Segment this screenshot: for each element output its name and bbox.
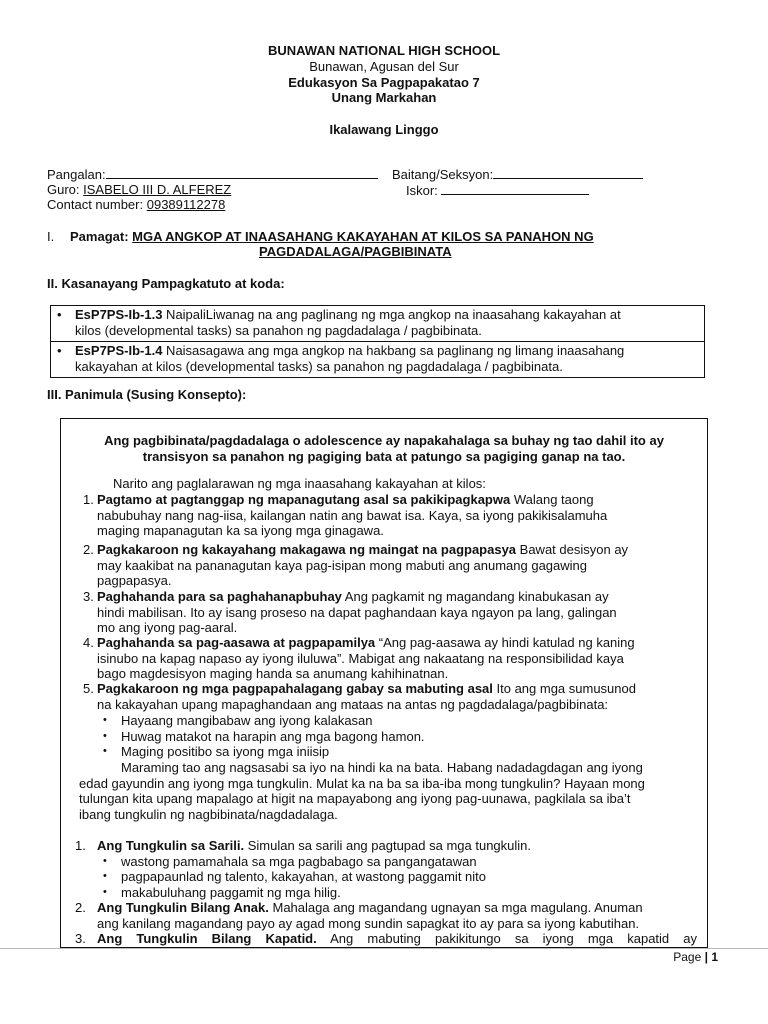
competency-desc-line1: NaipaliLiwanag na ang paglinang ng mga angkop na inaasahang kakayahan at	[162, 307, 621, 322]
list-item: Hayaang mangibabaw ang iyong kalakasan	[121, 713, 373, 728]
item-title: Pagkakaroon ng kakayahang makagawa ng maingat na pagpapasya	[97, 542, 517, 557]
item-text: Ang pagkamit ng magandang kinabukasan ay	[341, 589, 609, 604]
week-title: Ikalawang Linggo	[329, 122, 439, 137]
list-item	[97, 492, 697, 539]
name-row	[47, 166, 378, 183]
score-row	[406, 182, 589, 199]
contact-row	[47, 197, 225, 213]
competency-text	[71, 342, 705, 378]
duty-item	[97, 900, 643, 916]
section3-heading: III. Panimula (Susing Konsepto):	[47, 387, 247, 402]
bullet-icon: •	[103, 855, 107, 867]
lead-text: Narito ang paglalarawan ng mga inaasahang kakayahan at kilos:	[113, 476, 486, 491]
page-number	[673, 950, 718, 964]
item-title: Paghahanda para sa paghahanapbuhay	[97, 589, 342, 604]
duty-number: 3.	[75, 931, 86, 946]
competency-text	[71, 306, 705, 342]
section1-number: I.	[47, 229, 55, 244]
paragraph-line: ibang tungkulin ng nagbibinata/nagdadalaga.	[79, 807, 338, 822]
quarter-title: Unang Markahan	[331, 90, 437, 105]
duty-text: Simulan sa sarili ang pagtupad sa mga tungkulin.	[244, 838, 532, 853]
intro-line1: Ang pagbibinata/pagdadalaga o adolescence ay napakahalaga sa buhay ng tao dahil ito ay	[104, 433, 664, 448]
duty-item	[97, 931, 697, 947]
item-title: Paghahanda sa pag-aasawa at pagpapamilya	[97, 635, 376, 650]
item-number: 3.	[83, 589, 94, 604]
duty-title: Ang Tungkulin Bilang Kapatid.	[97, 931, 317, 946]
duty-title: Ang Tungkulin Bilang Anak.	[97, 900, 269, 915]
duty-text: ang kanilang magandang payo ay agad mong sundin sapagkat ito ay para sa iyong kabutihan.	[97, 916, 640, 931]
duty-number: 2.	[75, 900, 86, 915]
duty-text: Mahalaga ang magandang ugnayan sa mga magulang. Anuman	[268, 900, 643, 915]
paragraph-line: edad gayundin ang iyong mga tungkulin. Mulat ka na ba sa iba-iba mong tungkulin? Hayaan mong	[79, 776, 645, 791]
competency-code: EsP7PS-Ib-1.3	[75, 307, 163, 322]
competency-table	[50, 305, 705, 378]
teacher-label: Guro:	[47, 182, 80, 197]
duty-text: Ang mabuting pakikitungo sa iyong mga kapatid ay	[316, 931, 697, 946]
duty-title: Ang Tungkulin sa Sarili.	[97, 838, 245, 853]
list-item: Huwag matakot na harapin ang mga bagong hamon.	[121, 729, 425, 744]
duty-item	[97, 838, 531, 854]
bullet-icon: •	[51, 342, 72, 378]
score-label: Iskor:	[406, 183, 438, 198]
competency-code: EsP7PS-Ib-1.4	[75, 343, 163, 358]
school-name: BUNAWAN NATIONAL HIGH SCHOOL	[267, 43, 501, 58]
name-blank[interactable]	[106, 166, 378, 179]
page-separator: |	[704, 950, 708, 964]
page-label: Page	[673, 950, 702, 964]
item-text: Bawat desisyon ay	[516, 542, 629, 557]
item-text: mo ang iyong pag-aaral.	[97, 620, 238, 636]
section-row	[392, 166, 643, 183]
bullet-icon: •	[103, 714, 107, 726]
intro-line2: transisyon sa panahon ng pagiging bata at patungo sa pagiging ganap na tao.	[142, 449, 626, 464]
item-text: Walang taong	[510, 492, 594, 507]
list-item	[97, 542, 697, 589]
section-label: Baitang/Seksyon:	[392, 167, 494, 182]
competency-desc-line1: Naisasagawa ang mga angkop na hakbang sa paglinang ng limang inaasahang	[162, 343, 625, 358]
list-item: wastong pamamahala sa mga pagbabago sa pangangatawan	[121, 854, 477, 869]
competency-row	[51, 342, 705, 378]
list-item	[97, 589, 697, 636]
footer-rule	[0, 948, 768, 949]
item-text: nabubuhay nang nag-iisa, kailangan natin ang bawat isa. Kaya, sa iyong pakikisalamuha	[97, 507, 608, 523]
item-text: na kakayahan upang mapaghandaan ang mataas na antas ng pagdadalaga/pagbibinata:	[97, 696, 609, 712]
item-text: maging mapanagutan ka sa iyong mga ginagawa.	[97, 523, 384, 539]
item-number: 4.	[83, 635, 94, 650]
duty-number: 1.	[75, 838, 86, 853]
teacher-name: ISABELO III D. ALFEREZ	[83, 182, 232, 197]
item-text: isinubo na kapag napaso ay iyong iluluwa”. Mabigat ang nakaatang na responsibilidad kaya	[97, 650, 624, 666]
paragraph-line: tulungan kita upang mapalago at higit na mapayabong ang iyong pag-uunawa, pagkilala sa iba’t	[79, 791, 631, 806]
section1-title-line1	[70, 229, 594, 245]
item-text: bago magdesisyon maging handa sa anumang kahihinatnan.	[97, 666, 449, 682]
bullet-icon: •	[103, 745, 107, 757]
contact-label: Contact number:	[47, 197, 144, 212]
item-number: 1.	[83, 492, 94, 507]
school-address: Bunawan, Agusan del Sur	[309, 59, 459, 74]
contact-number: 09389112278	[146, 197, 226, 212]
item-text: pagpapasya.	[97, 573, 172, 589]
score-blank[interactable]	[441, 182, 589, 195]
item-text: may kaakibat na pananagutan kaya pag-isipan mong mabuti ang anumang gagawing	[97, 557, 588, 573]
section2-heading: II. Kasanayang Pampagkatuto at koda:	[47, 276, 285, 291]
item-number: 2.	[83, 542, 94, 557]
competency-row	[51, 306, 705, 342]
competency-desc-line2: kilos (developmental tasks) sa panahon ng pagdadalaga / pagbibinata.	[75, 323, 482, 338]
concept-box	[60, 418, 708, 948]
section1-title-line2: PAGDADALAGA/PAGBIBINATA	[259, 244, 452, 259]
item-number: 5.	[83, 681, 94, 696]
name-label: Pangalan:	[47, 167, 106, 182]
bullet-icon: •	[103, 730, 107, 742]
list-item: pagpapaunlad ng talento, kakayahan, at wastong paggamit nito	[121, 869, 486, 884]
subject-title: Edukasyon Sa Pagpapakatao 7	[288, 75, 480, 90]
section1-title-text: MGA ANGKOP AT INAASAHANG KAKAYAHAN AT KILOS SA PANAHON NG	[132, 229, 594, 244]
list-item	[97, 681, 697, 712]
list-item: makabuluhang paggamit ng mga hilig.	[121, 885, 341, 900]
item-text: “Ang pag-aasawa ay hindi katulad ng kaning	[375, 635, 635, 650]
teacher-row	[47, 182, 231, 198]
bullet-icon: •	[103, 886, 107, 898]
section-blank[interactable]	[493, 166, 643, 179]
bullet-icon: •	[51, 306, 72, 342]
competency-desc-line2: kakayahan at kilos (developmental tasks) sa panahon ng pagdadalaga / pagbibinata.	[75, 359, 563, 374]
bullet-icon: •	[103, 870, 107, 882]
page-value: 1	[711, 950, 718, 964]
list-item	[97, 635, 697, 682]
section1-label: Pamagat:	[70, 229, 129, 244]
paragraph-line: Maraming tao ang nagsasabi sa iyo na hindi ka na bata. Habang nadadagdagan ang iyong	[121, 760, 643, 775]
list-item: Maging positibo sa iyong mga iniisip	[121, 744, 330, 759]
item-text: Ito ang mga sumusunod	[492, 681, 636, 696]
item-title: Pagtamo at pagtanggap ng mapanagutang asal sa pakikipagkapwa	[97, 492, 511, 507]
item-title: Pagkakaroon ng mga pagpapahalagang gabay sa mabuting asal	[97, 681, 493, 696]
item-text: hindi mabilisan. Ito ay isang proseso na dapat paghandaan kaya ngayon pa lang, galingan	[97, 604, 617, 620]
